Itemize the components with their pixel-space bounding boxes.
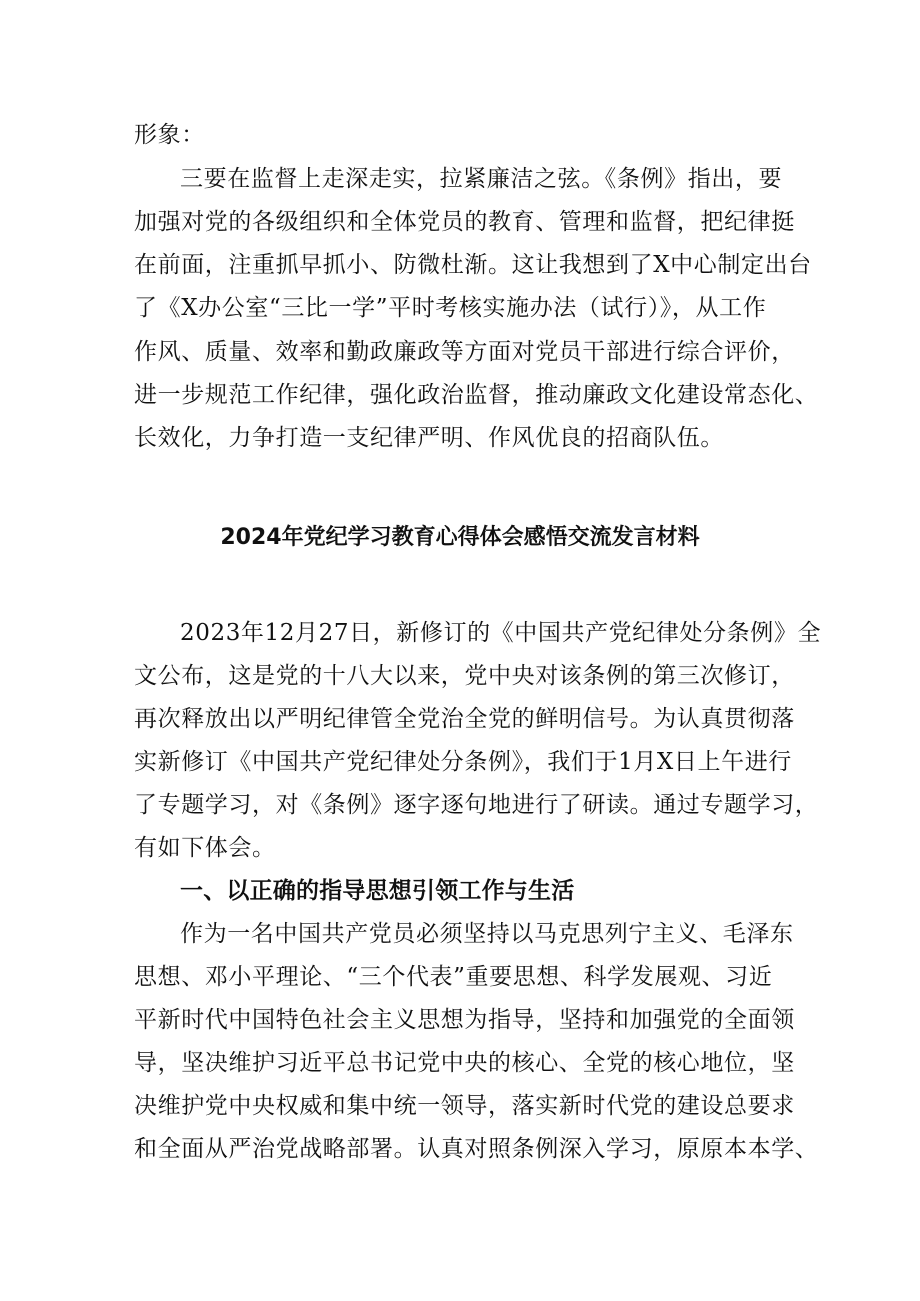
paragraph-line: 有如下体会。: [134, 835, 276, 861]
paragraph-line: 三要在监督上走深走实，拉紧廉洁之弦。《条例》指出，要: [180, 166, 783, 192]
paragraph-line: 进一步规范工作纪律，强化政治监督，推动廉政文化建设常态化、: [134, 382, 819, 408]
paragraph-line: 长效化，力争打造一支纪律严明、作风优良的招商队伍。: [134, 425, 724, 451]
document-title: 2024年党纪学习教育心得体会感悟交流发言材料: [220, 525, 700, 550]
paragraph-line: 思想、邓小平理论、“三个代表”重要思想、科学发展观、习近: [134, 964, 773, 990]
paragraph-line: 导，坚决维护习近平总书记党中央的核心、全党的核心地位，坚: [134, 1050, 795, 1076]
paragraph-line: 实新修订《中国共产党纪律处分条例》，我们于1月X日上午进行: [134, 749, 792, 775]
paragraph-line: 在前面，注重抓早抓小、防微杜渐。这让我想到了X中心制定出台: [134, 252, 812, 278]
paragraph-line: 平新时代中国特色社会主义思想为指导，坚持和加强党的全面领: [134, 1007, 795, 1033]
paragraph-line: 再次释放出以严明纪律管全党治全党的鲜明信号。为认真贯彻落: [134, 706, 795, 732]
paragraph-line: 作风、质量、效率和勤政廉政等方面对党员干部进行综合评价，: [134, 339, 795, 365]
section-heading: 一、以正确的指导思想引领工作与生活: [180, 878, 575, 904]
paragraph-line: 作为一名中国共产党员必须坚持以马克思列宁主义、毛泽东: [180, 921, 794, 947]
paragraph-line: 了《X办公室“三比一学”平时考核实施办法（试行）》，从工作: [134, 295, 767, 321]
paragraph-line: 加强对党的各级组织和全体党员的教育、管理和监督，把纪律挺: [134, 209, 795, 235]
paragraph-line: 文公布，这是党的十八大以来，党中央对该条例的第三次修订，: [134, 663, 795, 689]
paragraph-line: 2023年12月27日，新修订的《中国共产党纪律处分条例》全: [180, 620, 822, 646]
paragraph-line: 和全面从严治党战略部署。认真对照条例深入学习，原原本本学、: [134, 1136, 819, 1162]
paragraph-line: 形象：: [134, 122, 205, 148]
paragraph-line: 决维护党中央权威和集中统一领导，落实新时代党的建设总要求: [134, 1093, 795, 1119]
paragraph-line: 了专题学习，对《条例》逐字逐句地进行了研读。通过专题学习，: [134, 792, 819, 818]
